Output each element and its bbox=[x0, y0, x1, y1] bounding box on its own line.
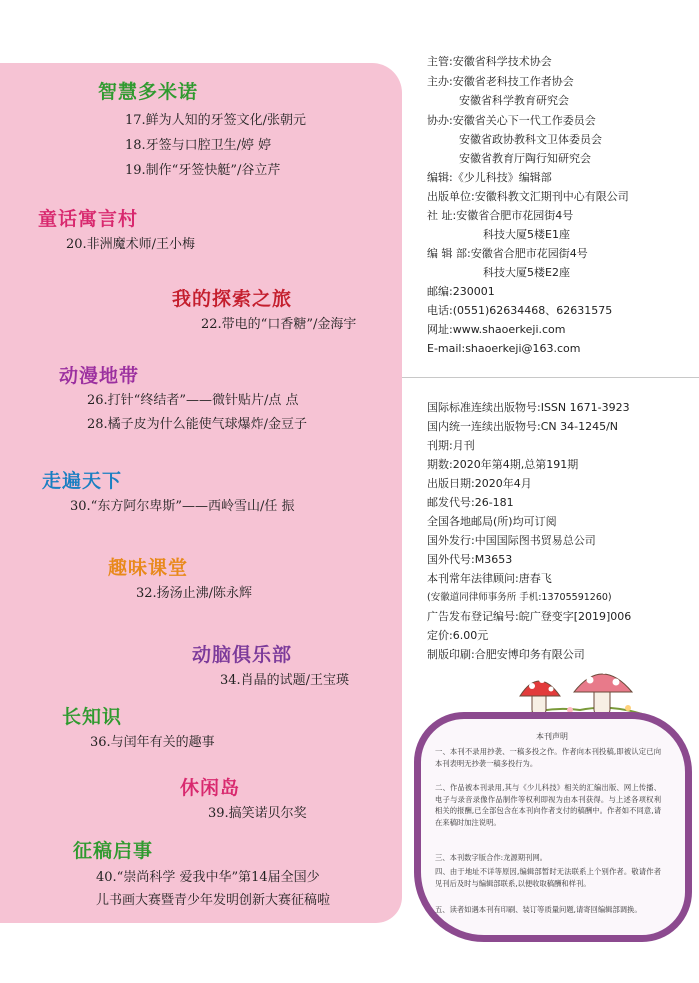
masthead-line: 社 址:安徽省合肥市花园街4号 bbox=[427, 209, 574, 222]
notice-paragraph: 三、本刊数字版合作:龙源期刊网。 bbox=[435, 853, 547, 862]
notice-paragraph: 二、作品被本刊录用,其与《少儿科技》相关的汇编出版、网上传播、电子与录音录像作品制作等权利即视为由本刊获得。与上述各项权利相关的报酬,已全部包含在本刊向作者支付的稿酬中。作者如不同意,请在来稿时加注说明。 bbox=[435, 783, 661, 827]
section-title: 长知识 bbox=[62, 706, 123, 728]
section-title: 征稿启事 bbox=[73, 840, 154, 862]
publication-line: 制版印刷:合肥安博印务有限公司 bbox=[427, 648, 585, 661]
section-title: 智慧多米诺 bbox=[98, 81, 199, 103]
toc-entry[interactable]: 30.“东方阿尔卑斯”——西岭雪山/任 振 bbox=[70, 499, 295, 514]
section-title: 走遍天下 bbox=[42, 470, 123, 492]
toc-entry[interactable]: 22.带电的“口香糖”/金海宇 bbox=[201, 317, 357, 332]
publication-line: 出版日期:2020年4月 bbox=[427, 477, 532, 490]
toc-entry[interactable]: 40.“崇尚科学 爱我中华”第14届全国少 bbox=[96, 870, 320, 885]
masthead-line: 主办:安徽省老科技工作者协会 bbox=[427, 75, 574, 88]
section-title: 休闲岛 bbox=[180, 777, 241, 799]
toc-entry[interactable]: 34.肖晶的试题/王宝瑛 bbox=[220, 673, 350, 688]
toc-entry[interactable]: 36.与闰年有关的趣事 bbox=[90, 735, 215, 750]
publication-line: 国内统一连续出版物号:CN 34-1245/N bbox=[427, 420, 619, 433]
section-title: 动脑俱乐部 bbox=[192, 644, 293, 666]
masthead-line: 安徽省教育厅陶行知研究会 bbox=[459, 152, 591, 165]
masthead-line: 编辑:《少儿科技》编辑部 bbox=[427, 171, 552, 184]
publication-line: 本刊常年法律顾问:唐春飞 bbox=[427, 572, 552, 585]
masthead-line: 邮编:230001 bbox=[427, 285, 495, 298]
masthead-line: 主管:安徽省科学技术协会 bbox=[427, 55, 552, 68]
toc-entry[interactable]: 18.牙签与口腔卫生/婷 婷 bbox=[125, 138, 272, 153]
section-divider bbox=[402, 377, 699, 378]
publication-line: 邮发代号:26-181 bbox=[427, 496, 514, 509]
toc-entry[interactable]: 儿书画大赛暨青少年发明创新大赛征稿啦 bbox=[96, 893, 331, 908]
masthead-line: 电话:(0551)62634468、62631575 bbox=[427, 304, 613, 317]
publication-line: 国际标准连续出版物号:ISSN 1671-3923 bbox=[427, 401, 630, 414]
masthead-line: 编 辑 部:安徽省合肥市花园街4号 bbox=[427, 247, 588, 260]
masthead-line: 科技大厦5楼E2座 bbox=[483, 266, 570, 279]
notice-paragraph: 四、由于地址不详等原因,编辑部暂时无法联系上个别作者。敬请作者见刊后及时与编辑部联系,以便收取稿酬和样刊。 bbox=[435, 867, 661, 888]
toc-entry[interactable]: 26.打针“终结者”——微针贴片/点 点 bbox=[87, 393, 299, 408]
toc-entry[interactable]: 28.橘子皮为什么能使气球爆炸/金豆子 bbox=[87, 417, 308, 432]
section-title: 动漫地带 bbox=[59, 365, 140, 387]
masthead-line: 出版单位:安徽科教文汇期刊中心有限公司 bbox=[427, 190, 629, 203]
masthead-line: 协办:安徽省关心下一代工作委员会 bbox=[427, 114, 596, 127]
website-link[interactable]: 网址:www.shaoerkeji.com bbox=[427, 323, 566, 336]
publication-line: 刊期:月刊 bbox=[427, 439, 475, 452]
notice-paragraph: 一、本刊不录用抄袭、一稿多投之作。作者向本刊投稿,即被认定已向本刊表明无抄袭一稿多投行为。 bbox=[435, 747, 661, 768]
toc-entry[interactable]: 17.鲜为人知的牙签文化/张朝元 bbox=[125, 113, 307, 128]
notice-paragraph: 五、读者如遇本刊有印刷、装订等质量问题,请寄回编辑部调换。 bbox=[435, 905, 642, 914]
publication-line: 期数:2020年第4期,总第191期 bbox=[427, 458, 579, 471]
toc-entry[interactable]: 20.非洲魔术师/王小梅 bbox=[66, 237, 196, 252]
publication-line: 国外代号:M3653 bbox=[427, 553, 513, 566]
section-title: 童话寓言村 bbox=[38, 208, 139, 230]
toc-entry[interactable]: 19.制作“牙签快艇”/谷立芹 bbox=[125, 163, 281, 178]
section-title: 趣味课堂 bbox=[108, 557, 189, 579]
publication-line: 广告发布登记编号:皖广登变字[2019]006 bbox=[427, 610, 632, 623]
notice-title: 本刊声明 bbox=[536, 732, 568, 741]
publication-line: 定价:6.00元 bbox=[427, 629, 489, 642]
toc-entry[interactable]: 39.搞笑诺贝尔奖 bbox=[208, 806, 307, 821]
publication-line: (安徽道同律师事务所 手机:13705591260) bbox=[427, 592, 612, 603]
masthead-line: 安徽省政协教科文卫体委员会 bbox=[459, 133, 602, 146]
section-title: 我的探索之旅 bbox=[172, 288, 293, 310]
masthead-line: 科技大厦5楼E1座 bbox=[483, 228, 570, 241]
publication-line: 国外发行:中国国际图书贸易总公司 bbox=[427, 534, 596, 547]
toc-entry[interactable]: 32.扬汤止沸/陈永辉 bbox=[136, 586, 253, 601]
publication-line: 全国各地邮局(所)均可订阅 bbox=[427, 515, 557, 528]
email-link[interactable]: E-mail:shaoerkeji@163.com bbox=[427, 342, 581, 355]
masthead-line: 安徽省科学教育研究会 bbox=[459, 94, 569, 107]
